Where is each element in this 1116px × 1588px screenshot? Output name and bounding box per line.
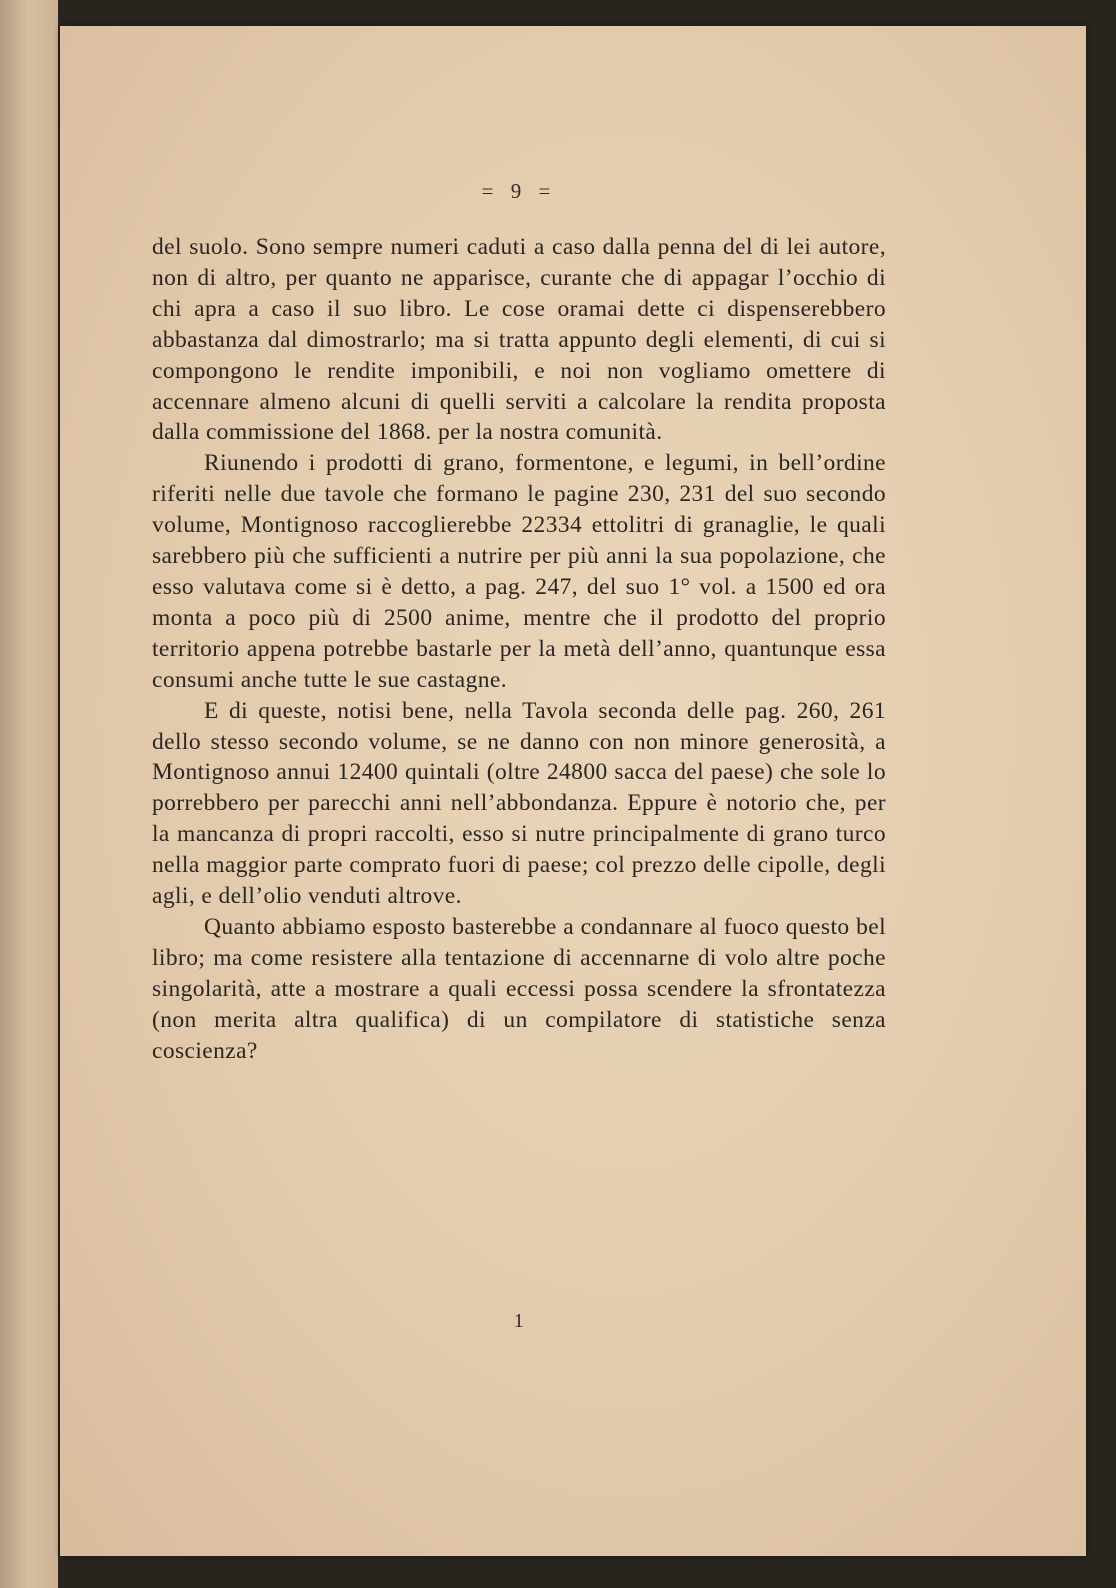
paragraph-1: del suolo. Sono sempre numeri caduti a caso dalla penna del di lei autore, non di altro, per quanto ne apparisce, curante che di appagar l’occhio di chi apra a caso il suo libro. Le cose oramai dette ci dispenserebbero abbastanza dal dimostrarlo; ma si tratta appunto degli elementi, di cui si compongono le rendite imponibili, e noi non vogliamo omettere di accennare almeno alcuni di quelli serviti a calcolare la rendita proposta dalla commissione del 1868. per la nostra comunità. (152, 234, 886, 446)
paragraph-2: Riunendo i prodotti di grano, formentone, e legumi, in bell’ordine riferiti nelle due tavole che formano le pagine 230, 231 del suo secondo volume, Montignoso raccoglierebbe 22334 ettolitri di granaglie, le quali sarebbero più che sufficienti a nutrire per più anni la sua popolazione, che esso valutava come si è detto, a pag. 247, del suo 1° vol. a 1500 ed ora monta a poco più di 2500 anime, mentre che il prodotto del proprio territorio appena potrebbe bastarle per la metà dell’anno, quantunque essa consumi anche tutte le sue castagne. (152, 450, 886, 693)
paragraph-3: E di queste, notisi bene, nella Tavola seconda delle pag. 260, 261 dello stesso secondo volume, se ne danno con non minore generosità, a Montignoso annui 12400 quintali (oltre 24800 sacca del paese) che sole lo porrebbero per parecchi anni nell’abbondanza. Eppure è notorio che, per la mancanza di propri raccolti, esso si nutre principalmente di grano turco nella maggior parte comprato fuori di paese; col prezzo delle cipolle, degli agli, e dell’olio venduti altrove. (152, 697, 886, 910)
previous-page-edge (0, 0, 58, 1588)
paragraph-4: Quanto abbiamo esposto basterebbe a condannare al fuoco questo bel libro; ma come resistere alla tentazione di accennarne di volo altre poche singolarità, atte a mostrare a quali eccessi possa scendere la sfrontatezza (non merita altra qualifica) di un compilatore di statistiche senza coscienza? (152, 913, 886, 1064)
page-body (152, 232, 886, 1066)
book-page (60, 26, 1086, 1556)
page-number-header: = 9 = (481, 179, 557, 203)
signature-mark: 1 (513, 1310, 525, 1332)
